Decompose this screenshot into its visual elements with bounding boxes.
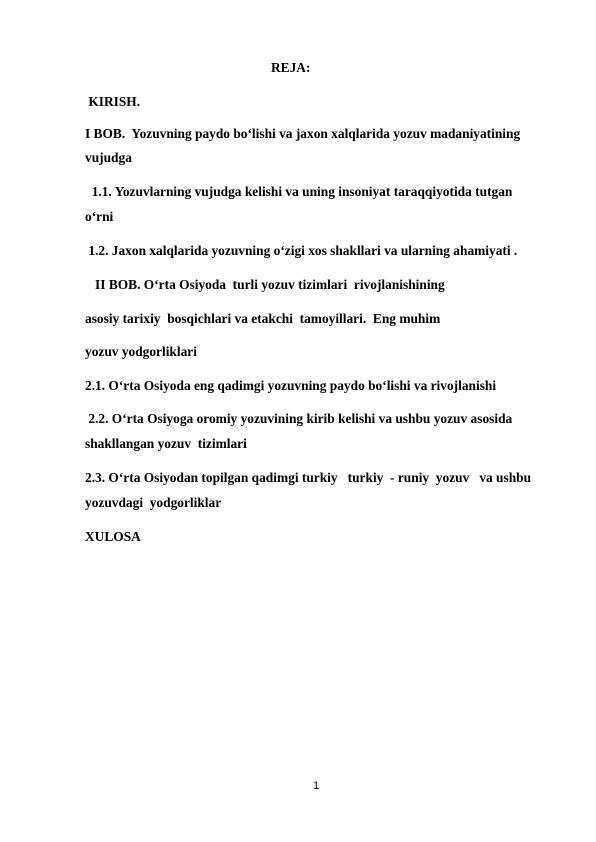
toc-line-2-3: 2.3. O‘rta Osiyodan topilgan qadimgi turkiy turkiy - runiy yozuv va ushbu [85,470,532,485]
toc-line-1-2: 1.2. Jaxon xalqlarida yozuvning o‘zigi xos shakllari va ularning ahamiyati . [85,243,518,258]
toc-line-xulosa: XULOSA [85,529,141,544]
toc-line-2-2-cont: shakllangan yozuv tizimlari [85,436,247,451]
toc-line-bob-1-cont: vujudga [85,150,132,165]
toc-line-2-1: 2.1. O‘rta Osiyoda eng qadimgi yozuvning paydo bo‘lishi va rivojlanishi [85,378,497,393]
toc-line-bob-2-cont2: yozuv yodgorliklari [85,344,197,359]
toc-line-kirish: KIRISH. [85,94,141,109]
toc-line-bob-2: II BOB. O‘rta Osiyoda turli yozuv tizimlari rivojlanishining [85,277,445,292]
toc-line-bob-1: I BOB. Yozuvning paydo bo‘lishi va jaxon xalqlarida yozuv madaniyatining [85,126,521,141]
toc-line-bob-2-cont: asosiy tarixiy bosqichlari va etakchi tamoyillari. Eng muhim [85,311,441,326]
toc-line-2-2: 2.2. O‘rta Osiyoga oromiy yozuvining kirib kelishi va ushbu yozuv asosida [85,411,513,426]
toc-line-2-3-cont: yozuvdagi yodgorliklar [85,495,222,510]
toc-line-1-1-cont: o‘rni [85,209,114,224]
toc-line-1-1: 1.1. Yozuvlarning vujudga kelishi va uning insoniyat taraqqiyotida tutgan [85,184,513,199]
page-title: REJA: [271,60,311,75]
page-number: 1 [313,780,320,792]
